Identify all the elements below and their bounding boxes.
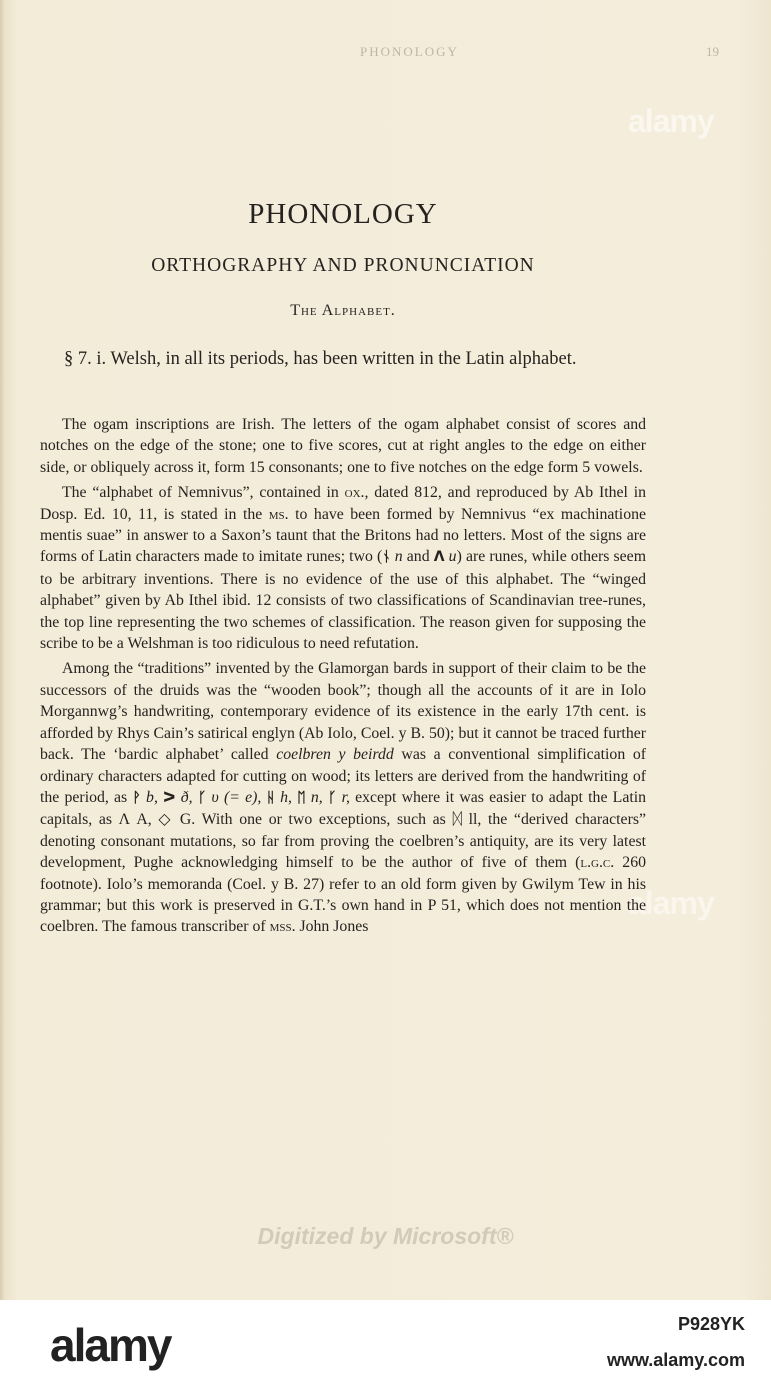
rune-b-glyph: ᚹ xyxy=(132,789,141,806)
digitized-by-watermark: Digitized by Microsoft® xyxy=(257,1223,514,1249)
watermark-top: alamy xyxy=(628,103,714,139)
abbrev-ms: ms. xyxy=(268,505,289,523)
abbrev-mss: mss. xyxy=(269,918,296,936)
abbrev-ox: ox. xyxy=(344,484,365,502)
rune-e-glyph: ᚴ xyxy=(197,789,207,806)
page-number: 19 xyxy=(706,44,719,59)
stock-footer xyxy=(0,1300,771,1390)
rune-u-glyph: Λ xyxy=(433,549,445,566)
paragraph-ogam: The ogam inscriptions are Irish. The letters of the ogam alphabet consist of scores and notches on the edge of the stone; one to five scores, cut at right angles to the edge on either side, or obliquely across it, form 15 consonants; one to five notches on the edge form 5 vowels. xyxy=(40,416,646,476)
lead-paragraph xyxy=(40,347,646,372)
body-text xyxy=(40,414,646,942)
abbrev-lgc: l.g.c. xyxy=(580,854,615,872)
page-subtitle: ORTHOGRAPHY AND PRONUNCIATION xyxy=(151,255,535,276)
rune-r-glyph: ᚴ xyxy=(327,789,337,806)
section-heading: The Alphabet. xyxy=(290,302,396,319)
image-id: P928YK xyxy=(677,1314,745,1334)
section-number: § 7. xyxy=(64,349,92,369)
paragraph-nemnivus: The “alphabet of Nemnivus”, contained in ox., dated 812, and reproduced by Ab Ithel in Dosp. Ed. 10, 11, is stated in the ms. to have been formed by Nemnivus “ex machinatione mentis suae” in answer to a Saxon’s taunt that the Britons had no letters. Most of the signs are forms of Latin characters made to imitate runes; two (ᚾ n and Λ u) are runes, while others seem to be arbitrary inventions. There is no evidence of the use of this alphabet. The “winged alphabet” given by Ab Ithel ibid. 12 consists of two classifications of Scandinavian tree-runes, the top line representing the two schemes of classification. The reason given for supposing the scribe to be a Welshman is too ridiculous to need refutation. xyxy=(40,484,647,653)
paragraph-coelbren: Among the “traditions” invented by the Glamorgan bards in support of their claim to be the successors of the druids was the “wooden book”; though all the accounts of it are in Iolo Morgannwg’s handwriting, contemporary evidence of its existence in the early 17th cent. is afforded by Rhys Cain’s satirical englyn (Ab Iolo, Coel. y B. 50); but it cannot be traced further back. The ‘bardic alphabet’ called coelbren y beirdd was a conventional simplification of ordinary characters adapted for cutting on wood; its letters are derived from the handwriting of the period, as ᚹ b, ᐳ ð, ᚴ υ (= e), ᚺ h, ᛖ n, ᚴ r, except where it was easier to adapt the Latin capitals, as Λ A, ◇ G. With one or two exceptions, such as ᛞ ll, the “derived characters” denoting consonant mutations, so far from proving the coelbren’s antiquity, are its very latest development, Pughe acknowledging himself to be the author of five of them (l.g.c. 260 footnote). Iolo’s memoranda (Coel. y B. 27) refer to an old form given by Gwilym Tew in his grammar; but this work is preserved in G.T.’s own hand in P 51, which does not mention the coelbren. The famous transcriber of mss. John Jones xyxy=(40,660,647,936)
page-gutter xyxy=(0,0,6,1300)
rune-d-glyph: ᐳ xyxy=(163,789,176,806)
lead-text: i. Welsh, in all its periods, has been written in the Latin alphabet. xyxy=(96,349,577,369)
alamy-logo: alamy xyxy=(50,1319,171,1371)
site-url: www.alamy.com xyxy=(606,1350,745,1370)
rune-n2-glyph: ᛖ xyxy=(297,789,306,806)
term-coelbren: coelbren y beirdd xyxy=(276,746,394,764)
running-header: PHONOLOGY xyxy=(360,44,459,59)
page-title: PHONOLOGY xyxy=(248,198,438,230)
watermark-middle: alamy xyxy=(628,885,714,921)
rune-n-glyph: ᚾ xyxy=(382,549,391,566)
rune-h-glyph: ᚺ xyxy=(266,789,275,806)
